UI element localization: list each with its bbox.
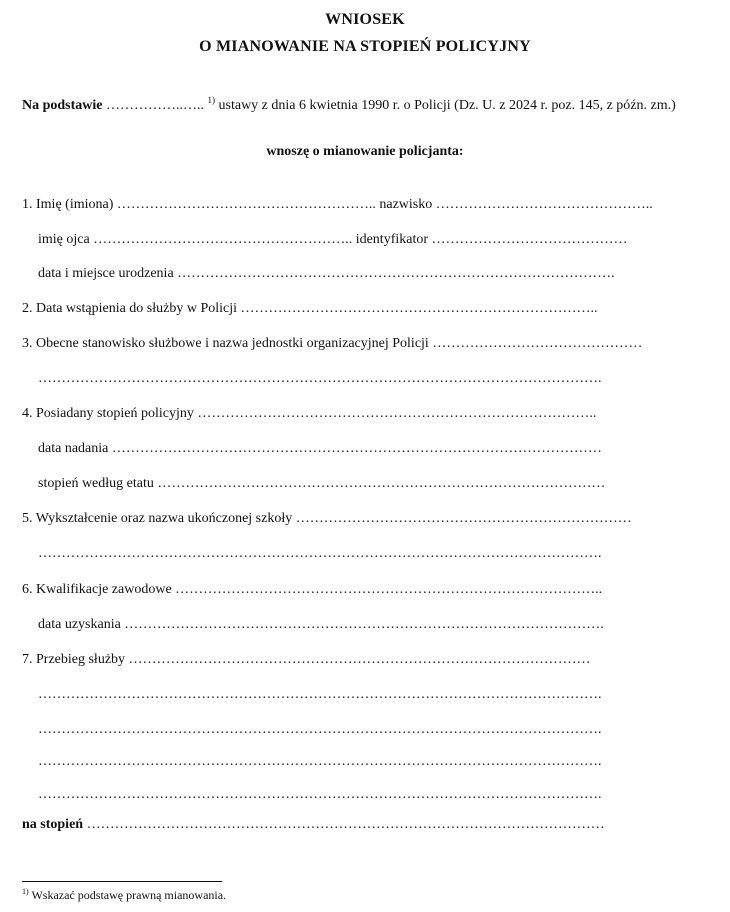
birth-label: data i miejsce urodzenia — [38, 266, 174, 281]
service-start-row — [22, 299, 598, 319]
current-rank-label: 4. Posiadany stopień policyjny — [22, 406, 194, 421]
identifier-field[interactable]: …………………………………… — [431, 232, 628, 247]
position-continuation-row — [38, 369, 602, 389]
document-subtitle: O MIANOWANIE NA STOPIEŃ POLICYJNY — [199, 38, 531, 55]
birth-row — [38, 264, 615, 284]
footnote — [22, 888, 226, 903]
service-history-continuation-field[interactable]: …………………………………………………………………………………………………………. — [38, 722, 602, 737]
service-history-continuation-field[interactable]: …………………………………………………………………………………………………………. — [38, 787, 602, 802]
education-row — [22, 509, 632, 529]
first-name-field[interactable]: ……………………………………………….. — [116, 197, 376, 212]
footnote-divider — [22, 881, 222, 882]
qualifications-date-row — [38, 615, 604, 635]
position-row — [22, 334, 642, 354]
qualifications-row — [22, 580, 602, 600]
position-continuation-field[interactable]: …………………………………………………………………………………………………………. — [38, 371, 602, 386]
service-history-continuation-row — [38, 752, 602, 772]
footnote-text: Wskazać podstawę prawną mianowania. — [31, 888, 227, 902]
rank-date-row — [38, 439, 602, 459]
father-name-row — [38, 230, 628, 250]
rank-date-label: data nadania — [38, 441, 109, 456]
surname-label: nazwisko — [379, 197, 433, 212]
legal-basis-label: Na podstawie — [22, 98, 103, 113]
service-start-field[interactable]: ………………………………………………………………….. — [240, 301, 598, 316]
service-history-label: 7. Przebieg służby — [22, 652, 126, 667]
legal-basis-text: ustawy z dnia 6 kwietnia 1990 r. o Policji (Dz. U. z 2024 r. poz. 145, z późn. zm.) — [218, 98, 676, 113]
rank-by-position-label: stopień według etatu — [38, 476, 154, 491]
qualifications-field[interactable]: ……………………………………………………………………………….. — [175, 582, 603, 597]
service-history-continuation-field[interactable]: …………………………………………………………………………………………………………. — [38, 754, 602, 769]
target-rank-label: na stopień — [22, 817, 84, 832]
target-rank-field[interactable]: ………………………………………………………………………………………………… — [86, 817, 605, 832]
service-history-row — [22, 650, 591, 670]
qualifications-date-field[interactable]: …………………………………………………………………………………………. — [124, 617, 604, 632]
rank-date-field[interactable]: …………………………………………………………………………………………… — [111, 441, 602, 456]
service-start-label: 2. Data wstąpienia do służby w Policji — [22, 301, 238, 316]
service-history-continuation-row — [38, 685, 602, 705]
identifier-label: identyfikator — [355, 232, 429, 247]
position-field[interactable]: ……………………………………… — [432, 336, 643, 351]
service-history-field[interactable]: ……………………………………………………………………………………… — [128, 652, 591, 667]
current-rank-field[interactable]: ………………………………………………………………………….. — [197, 406, 597, 421]
footnote-reference: 1) — [207, 95, 216, 105]
current-rank-row — [22, 404, 596, 424]
education-field[interactable]: ……………………………………………………………… — [295, 511, 632, 526]
qualifications-date-label: data uzyskania — [38, 617, 121, 632]
rank-by-position-row — [38, 474, 605, 494]
qualifications-label: 6. Kwalifikacje zawodowe — [22, 582, 172, 597]
position-label: 3. Obecne stanowisko służbowe i nazwa jednostki organizacyjnej Policji — [22, 336, 429, 351]
father-name-field[interactable]: ……………………………………………….. — [93, 232, 353, 247]
service-history-continuation-row — [38, 785, 602, 805]
surname-field[interactable]: ……………………………………….. — [435, 197, 653, 212]
document-title: WNIOSEK — [325, 11, 405, 28]
birth-field[interactable]: …………………………………………………………………………………. — [177, 266, 615, 281]
request-statement: wnoszę o mianowanie policjanta: — [266, 144, 464, 159]
service-history-continuation-field[interactable]: …………………………………………………………………………………………………………. — [38, 687, 602, 702]
father-name-label: imię ojca — [38, 232, 90, 247]
first-name-row — [22, 195, 653, 215]
education-continuation-row — [38, 544, 602, 564]
rank-by-position-field[interactable]: …………………………………………………………………………………… — [157, 476, 606, 491]
target-rank-row — [22, 815, 605, 835]
legal-basis-line — [22, 95, 676, 114]
service-history-continuation-row — [38, 720, 602, 740]
education-label: 5. Wykształcenie oraz nazwa ukończonej szkoły — [22, 511, 293, 526]
footnote-marker: 1) — [22, 887, 29, 896]
legal-basis-field[interactable]: ……………..….. — [106, 98, 205, 113]
first-name-label: 1. Imię (imiona) — [22, 197, 114, 212]
education-continuation-field[interactable]: …………………………………………………………………………………………………………. — [38, 546, 602, 561]
